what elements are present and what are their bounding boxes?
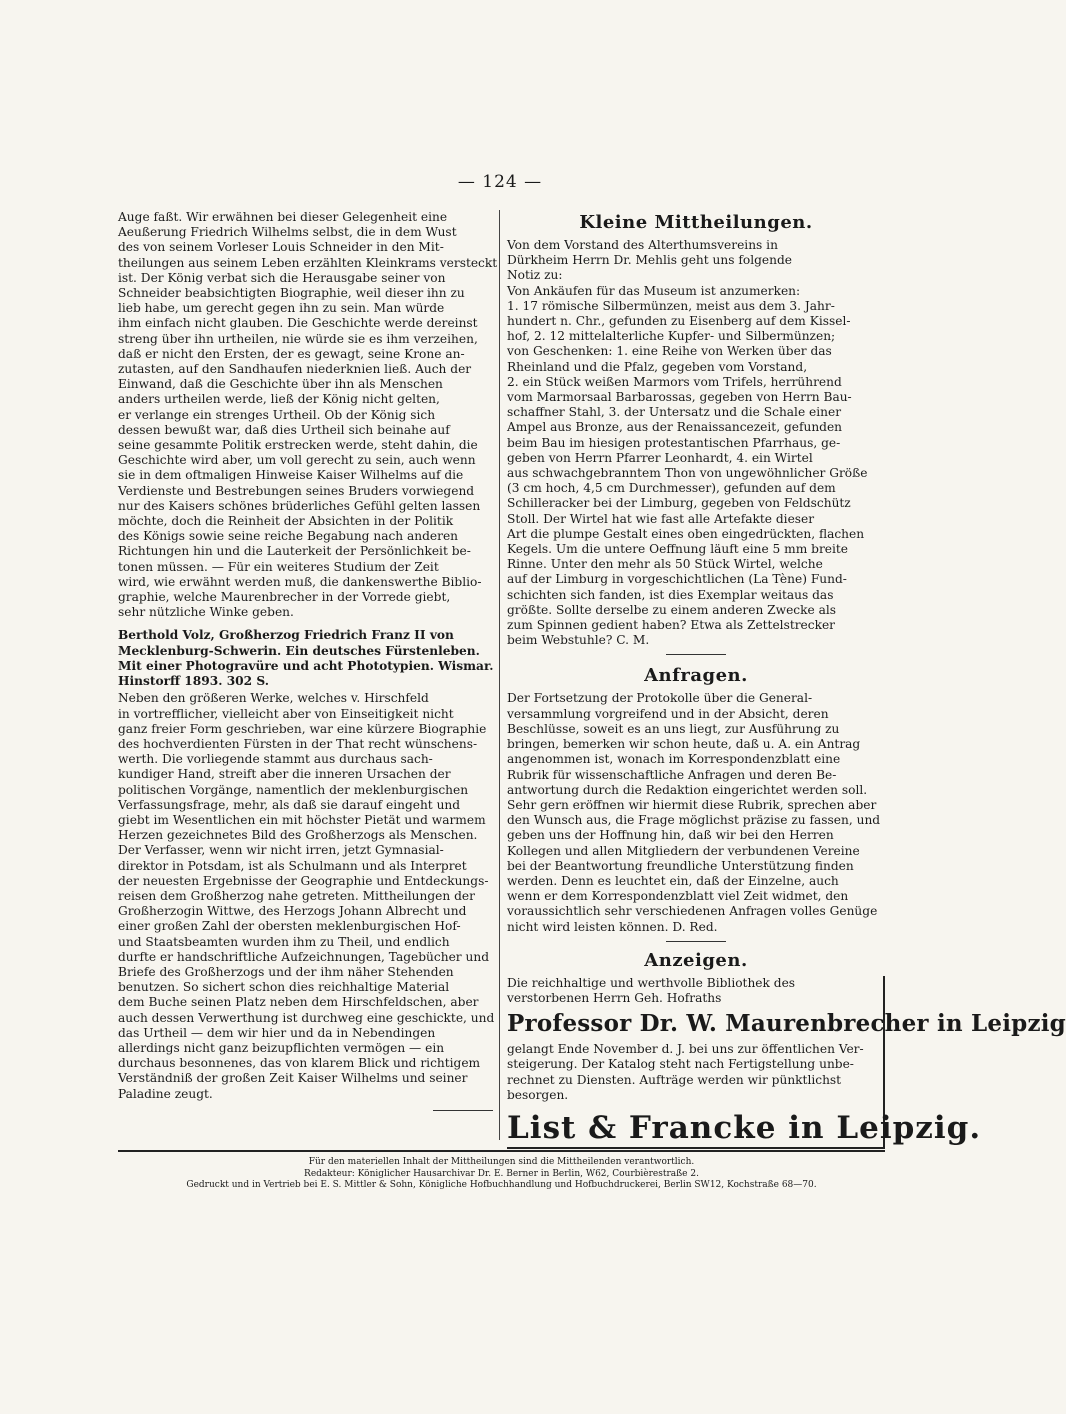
- text-line: Von Ankäufen für das Museum ist anzumerken:: [507, 283, 801, 298]
- text-line: dem Buche seinen Platz neben dem Hirschfeldschen, aber: [118, 995, 479, 1010]
- text-line: Sehr gern eröffnen wir hiermit diese Rubrik, sprechen aber: [507, 797, 877, 812]
- text-line: auch dessen Verwerthung ist durchweg eine geschickte, und: [118, 1010, 495, 1025]
- text-line: den Wunsch aus, die Frage möglichst präzise zu fassen, und: [507, 813, 881, 828]
- text-line: ganz freier Form geschrieben, war eine kürzere Biographie: [118, 721, 487, 736]
- text-line: politischen Vorgänge, namentlich der meklenburgischen: [118, 782, 469, 797]
- heading-anzeigen: Anzeigen.: [644, 949, 748, 971]
- paragraph-volz-review: [118, 691, 493, 1101]
- text-line: er verlange ein strenges Urtheil. Ob der König sich: [118, 407, 436, 422]
- section-rule: [433, 1110, 493, 1111]
- text-line: Beschlüsse, soweit es an uns liegt, zur Ausführung zu: [507, 721, 840, 736]
- advertisement-box: [507, 975, 1066, 1149]
- ad-intro: [507, 976, 879, 1006]
- text-line: Ampel aus Bronze, aus der Renaissancezeit, gefunden: [507, 420, 843, 435]
- text-line: gelangt Ende November d. J. bei uns zur öffentlichen Ver-: [507, 1042, 864, 1057]
- text-line: Neben den größeren Werke, welches v. Hirschfeld: [118, 691, 429, 706]
- paragraph-friedrich-wilhelm: [118, 210, 498, 620]
- text-line: Der Fortsetzung der Protokolle über die General-: [507, 691, 813, 706]
- text-line: Paladine zeugt.: [118, 1086, 213, 1101]
- text-line: Von dem Vorstand des Alterthumsvereins in: [507, 238, 778, 252]
- text-line: in vortrefflicher, vielleicht aber von Einseitigkeit nicht: [118, 706, 454, 721]
- text-line: dessen bewußt war, daß dies Urtheil sich beinahe auf: [118, 422, 450, 437]
- text-line: besorgen.: [507, 1087, 569, 1102]
- text-line: wird, wie erwähnt werden muß, die dankenswerthe Biblio-: [118, 574, 482, 589]
- text-line: werth. Die vorliegende stammt aus durchaus sach-: [118, 752, 433, 767]
- text-line: schichten sich fanden, ist dies Exemplar weitaus das: [507, 587, 834, 602]
- text-line: giebt im Wesentlichen ein mit höchster Pietät und warmem: [118, 812, 486, 827]
- text-line: hof, 2. 12 mittelalterliche Kupfer- und Silbermünzen;: [507, 329, 836, 344]
- left-column: [118, 210, 498, 1119]
- text-line: nicht wird leisten können. D. Red.: [507, 919, 718, 934]
- text-line: wenn er dem Korrespondenzblatt viel Zeit widmet, den: [507, 889, 849, 904]
- heading-anfragen: Anfragen.: [644, 665, 748, 687]
- text-line: voraussichtlich sehr verschiedenen Anfragen volles Genüge: [507, 904, 878, 919]
- text-line: größte. Sollte derselbe zu einem anderen Zwecke als: [507, 602, 836, 617]
- section-rule: [666, 941, 726, 942]
- text-line: Notiz zu:: [507, 268, 563, 283]
- review-heading-line: Hinstorff 1893. 302 S.: [118, 674, 269, 689]
- review-heading-line: Mit einer Photogravüre und acht Phototypien. Wismar.: [118, 658, 494, 673]
- text-line: tonen müssen. — Für ein weiteres Studium der Zeit: [118, 559, 439, 574]
- text-line: reisen dem Großherzog nahe getreten. Mittheilungen der: [118, 888, 475, 903]
- text-line: theilungen aus seinem Leben erzählten Kleinkrams versteckt: [118, 255, 498, 270]
- footer-line: Für den materiellen Inhalt der Mittheilungen sind die Mittheilenden verantwortlich.: [308, 1157, 695, 1167]
- text-line: Briefe des Großherzogs und der ihm näher Stehenden: [118, 964, 454, 979]
- review-heading-volz: [118, 628, 493, 689]
- text-line: Geschichte wird aber, um voll gerecht zu sein, auch wenn: [118, 453, 476, 468]
- text-line: Dürkheim Herrn Dr. Mehlis geht uns folgende: [507, 253, 792, 268]
- text-line: bei der Beantwortung freundliche Unterstützung finden: [507, 858, 854, 873]
- footer: [118, 1157, 885, 1192]
- text-line: das Urtheil — dem wir hier und da in Nebendingen: [118, 1025, 436, 1040]
- text-line: möchte, doch die Reinheit der Absichten in der Politik: [118, 514, 454, 529]
- ad-publisher: List & Francke in Leipzig.: [507, 1109, 982, 1146]
- page-number: — 124 —: [457, 172, 543, 192]
- text-line: des von seinem Vorleser Louis Schneider in den Mit-: [118, 240, 444, 255]
- text-line: nur des Kaisers schönes brüderliches Gefühl gelten lassen: [118, 498, 481, 513]
- text-line: Kegels. Um die untere Oeffnung läuft eine 5 mm breite: [507, 542, 849, 557]
- column-divider: [499, 210, 500, 1140]
- text-line: Art die plumpe Gestalt eines oben eingedrückten, flachen: [507, 526, 865, 541]
- text-line: Die reichhaltige und werthvolle Bibliothek des: [507, 975, 796, 990]
- text-line: beim Webstuhle? C. M.: [507, 633, 650, 648]
- text-line: beim Bau im hiesigen protestantischen Pfarrhaus, ge-: [507, 435, 841, 450]
- ad-professor-name: Professor Dr. W. Maurenbrecher in Leipzig: [507, 1010, 1066, 1038]
- text-line: und Staatsbeamten wurden ihm zu Theil, und endlich: [118, 934, 450, 949]
- text-line: Richtungen hin und die Lauterkeit der Persönlichkeit be-: [118, 544, 471, 559]
- text-line: verstorbenen Herrn Geh. Hofraths: [507, 990, 722, 1005]
- text-line: direktor in Potsdam, ist als Schulmann und als Interpret: [118, 858, 467, 873]
- paragraph-anfragen: [507, 691, 885, 934]
- text-line: zum Spinnen gedient haben? Etwa als Zettelstrecker: [507, 618, 836, 633]
- text-line: steigerung. Der Katalog steht nach Fertigstellung unbe-: [507, 1057, 854, 1072]
- text-line: durchaus besonnenes, das von klarem Blick und richtigem: [118, 1056, 481, 1071]
- right-column: [507, 210, 1066, 1149]
- text-line: seine gesammte Politik erstrecken werde, steht dahin, die: [118, 438, 478, 453]
- text-line: 2. ein Stück weißen Marmors vom Trifels, herrührend: [507, 374, 842, 389]
- review-heading-line: Mecklenburg-Schwerin. Ein deutsches Fürstenleben.: [118, 643, 480, 658]
- text-line: Verfassungsfrage, mehr, als daß sie darauf eingeht und: [118, 797, 461, 812]
- footer-line: Gedruckt und in Vertrieb bei E. S. Mittler & Sohn, Königliche Hofbuchhandlung und Hofbuchdruckerei, Berlin SW12, Kochstraße 68—70.: [186, 1180, 817, 1190]
- text-line: aus schwachgebranntem Thon von ungewöhnlicher Größe: [507, 466, 868, 481]
- text-line: 1. 17 römische Silbermünzen, meist aus dem 3. Jahr-: [507, 298, 835, 313]
- text-line: zutasten, auf den Sandhaufen niederknien ließ. Auch der: [118, 362, 472, 377]
- text-line: schaffner Stahl, 3. der Untersatz und die Schale einer: [507, 405, 842, 420]
- text-line: Der Verfasser, wenn wir nicht irren, jetzt Gymnasial-: [118, 843, 444, 858]
- text-line: rechnet zu Diensten. Aufträge werden wir pünktlichst: [507, 1072, 842, 1087]
- text-line: antwortung durch die Redaktion eingerichtet werden soll.: [507, 782, 868, 797]
- text-line: ist. Der König verbat sich die Herausgabe seiner von: [118, 270, 446, 285]
- footer-rule: [118, 1150, 885, 1152]
- text-line: anders urtheilen werde, ließ der König nicht gelten,: [118, 392, 440, 407]
- text-line: Herzen gezeichnetes Bild des Großherzogs als Menschen.: [118, 828, 478, 843]
- text-line: streng über ihn urtheilen, nie würde sie es ihm verzeihen,: [118, 331, 478, 346]
- text-line: sie in dem oftmaligen Hinweise Kaiser Wilhelms auf die: [118, 468, 464, 483]
- text-line: versammlung vorgreifend und in der Absicht, deren: [507, 706, 829, 721]
- text-line: Schneider beabsichtigten Biographie, weil dieser ihn zu: [118, 286, 465, 301]
- text-line: Stoll. Der Wirtel hat wie fast alle Artefakte dieser: [507, 511, 815, 526]
- text-line: Rubrik für wissenschaftliche Anfragen und deren Be-: [507, 767, 837, 782]
- text-line: Kollegen und allen Mitgliedern der verbundenen Vereine: [507, 843, 860, 858]
- text-line: werden. Denn es leuchtet ein, daß der Einzelne, auch: [507, 873, 839, 888]
- text-line: hundert n. Chr., gefunden zu Eisenberg auf dem Kissel-: [507, 314, 851, 329]
- text-line: lieb habe, um gerecht gegen ihn zu sein. Man würde: [118, 301, 445, 316]
- text-line: Großherzogin Wittwe, des Herzogs Johann Albrecht und: [118, 904, 467, 919]
- text-line: Verdienste und Bestrebungen seines Bruders vorwiegend: [118, 483, 475, 498]
- text-line: Einwand, daß die Geschichte über ihn als Menschen: [118, 377, 443, 392]
- footer-line: Redakteur: Königlicher Hausarchivar Dr. E. Berner in Berlin, W62, Courbièrestraße 2.: [304, 1168, 699, 1179]
- text-line: vom Marmorsaal Barbarossas, gegeben von Herrn Bau-: [507, 390, 852, 405]
- text-line: auf der Limburg in vorgeschichtlichen (La Tène) Fund-: [507, 572, 847, 587]
- text-line: von Geschenken: 1. eine Reihe von Werken über das: [507, 344, 832, 359]
- text-line: kundiger Hand, streift aber die inneren Ursachen der: [118, 767, 451, 782]
- text-line: Aeußerung Friedrich Wilhelms selbst, die in dem Wust: [118, 225, 457, 240]
- text-line: einer großen Zahl der obersten meklenburgischen Hof-: [118, 919, 461, 934]
- text-line: ihm einfach nicht glauben. Die Geschichte werde dereinst: [118, 316, 478, 331]
- text-line: Schilleracker bei der Limburg, gegeben von Feldschütz: [507, 496, 851, 511]
- text-line: (3 cm hoch, 4,5 cm Durchmesser), gefunden auf dem: [507, 481, 836, 496]
- text-line: benutzen. So sichert schon dies reichhaltige Material: [118, 980, 450, 995]
- heading-kleine-mittheilungen: Kleine Mittheilungen.: [579, 212, 813, 233]
- paragraph-mitteilungen: [507, 238, 885, 648]
- text-line: Rinne. Unter den mehr als 50 Stück Wirtel, welche: [507, 557, 823, 572]
- text-line: Verständniß der großen Zeit Kaiser Wilhelms und seiner: [118, 1071, 468, 1086]
- text-line: des Königs sowie seine reiche Begabung nach anderen: [118, 529, 459, 544]
- text-line: graphie, welche Maurenbrecher in der Vorrede giebt,: [118, 590, 451, 605]
- ad-body: [507, 1042, 879, 1103]
- text-line: geben von Herrn Pfarrer Leonhardt, 4. ein Wirtel: [507, 450, 813, 465]
- text-line: sehr nützliche Winke geben.: [118, 605, 294, 620]
- text-line: geben uns der Hoffnung hin, daß wir bei den Herren: [507, 828, 834, 843]
- text-line: angenommen ist, wonach im Korrespondenzblatt eine: [507, 752, 841, 767]
- text-line: allerdings nicht ganz beizupflichten vermögen — ein: [118, 1040, 445, 1055]
- section-rule: [666, 654, 726, 655]
- text-line: daß er nicht den Ersten, der es gewagt, seine Krone an-: [118, 346, 465, 361]
- text-line: durfte er handschriftliche Aufzeichnungen, Tagebücher und: [118, 949, 489, 964]
- text-line: Rheinland und die Pfalz, gegeben vom Vorstand,: [507, 359, 808, 374]
- text-line: Auge faßt. Wir erwähnen bei dieser Gelegenheit eine: [118, 210, 448, 224]
- text-line: des hochverdienten Fürsten in der That recht wünschens-: [118, 736, 478, 751]
- text-line: der neuesten Ergebnisse der Geographie und Entdeckungs-: [118, 873, 489, 888]
- text-line: bringen, bemerken wir schon heute, daß u. A. ein Antrag: [507, 737, 861, 752]
- review-heading-line: Berthold Volz, Großherzog Friedrich Franz II von: [118, 628, 454, 643]
